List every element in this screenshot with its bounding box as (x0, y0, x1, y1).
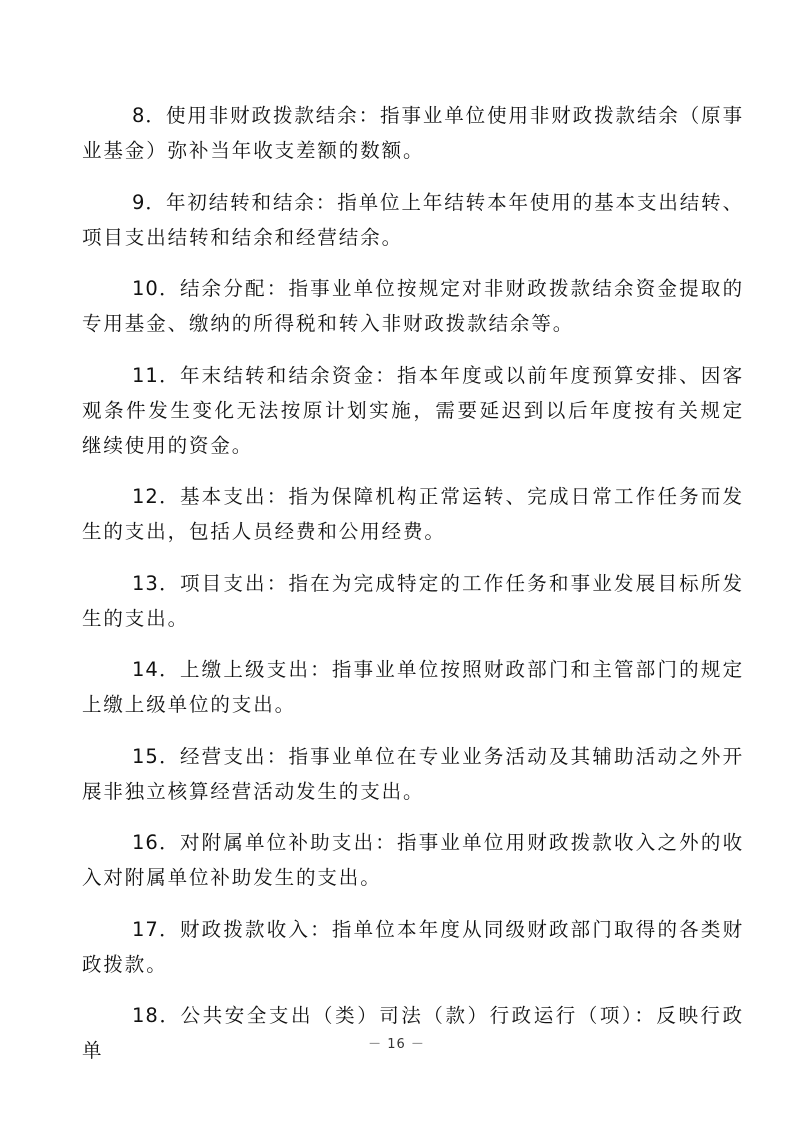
page-number: － 16 － (368, 1037, 425, 1052)
item-number: 17． (132, 917, 180, 941)
paragraph-item-8 (82, 98, 744, 168)
item-number: 15． (132, 744, 180, 768)
item-number: 18． (132, 1004, 181, 1027)
item-text: 项目支出：指在为完成特定的工作任务和事业发展目标所发生的支出。 (82, 571, 744, 630)
item-number: 13． (132, 571, 180, 595)
item-text: 公共安全支出（类）司法（款）行政运行（项）：反映行政单 (82, 1004, 744, 1062)
paragraph-item-10 (82, 271, 744, 341)
paragraph-item-11 (82, 358, 744, 463)
item-text: 结余分配：指事业单位按规定对非财政拨款结余资金提取的专用基金、缴纳的所得税和转入非财政拨款结余等。 (82, 277, 744, 335)
item-number: 12． (132, 485, 180, 508)
paragraph-item-12 (82, 479, 744, 549)
item-text: 年初结转和结余：指单位上年结转本年使用的基本支出结转、项目支出结转和结余和经营结余。 (82, 190, 744, 249)
document-body (82, 98, 744, 1085)
item-text: 基本支出：指为保障机构正常运转、完成日常工作任务而发生的支出，包括人员经费和公用经费。 (82, 485, 744, 543)
paragraph-item-16 (82, 825, 744, 895)
item-text: 对附属单位补助支出：指事业单位用财政拨款收入之外的收入对附属单位补助发生的支出。 (82, 831, 744, 889)
item-number: 11． (132, 363, 180, 387)
item-number: 9． (132, 190, 166, 214)
item-number: 16． (132, 831, 180, 854)
item-text: 使用非财政拨款结余：指事业单位使用非财政拨款结余（原事业基金）弥补当年收支差额的数额。 (82, 104, 744, 162)
item-text: 年末结转和结余资金：指本年度或以前年度预算安排、因客观条件发生变化无法按原计划实施，需要延迟到以后年度按有关规定继续使用的资金。 (82, 363, 744, 457)
paragraph-item-14 (82, 652, 744, 722)
item-text: 财政拨款收入：指单位本年度从同级财政部门取得的各类财政拨款。 (82, 917, 744, 976)
item-text: 上缴上级支出：指事业单位按照财政部门和主管部门的规定上缴上级单位的支出。 (82, 658, 744, 716)
item-number: 14． (132, 658, 180, 681)
paragraph-item-15 (82, 739, 744, 809)
paragraph-item-9 (82, 185, 744, 255)
item-number: 10． (132, 277, 180, 300)
paragraph-item-17 (82, 912, 744, 982)
paragraph-item-13 (82, 566, 744, 636)
item-text: 经营支出：指事业单位在专业业务活动及其辅助活动之外开展非独立核算经营活动发生的支出。 (82, 744, 744, 803)
item-number: 8． (132, 104, 166, 127)
